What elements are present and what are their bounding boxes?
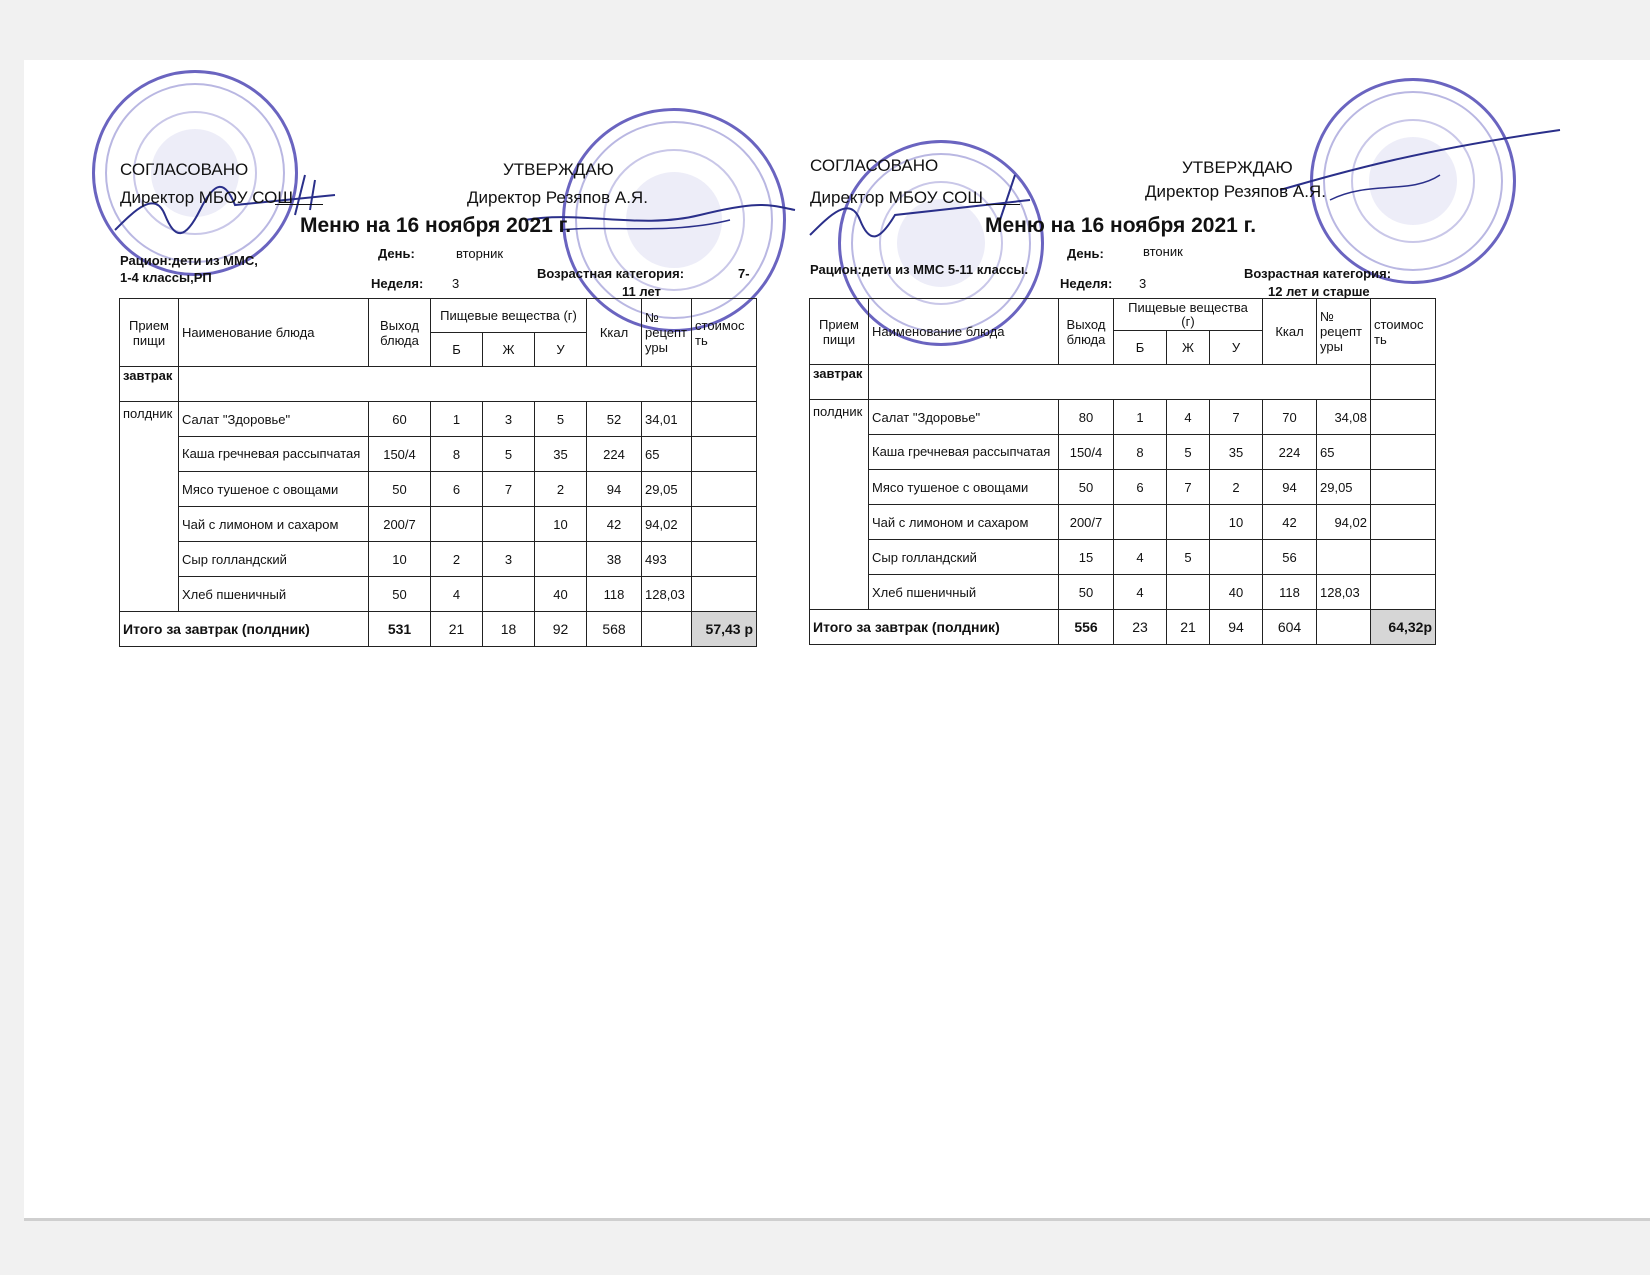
meal-breakfast: завтрак bbox=[120, 367, 179, 402]
meal-snack: полдник bbox=[120, 402, 179, 612]
table-row: Чай с лимоном и сахаром 200/7 10 42 94,02 bbox=[120, 507, 757, 542]
header-nutrients: Пищевые вещества (г) bbox=[1114, 299, 1263, 331]
week-value: 3 bbox=[452, 276, 460, 291]
day-label: День: bbox=[1067, 246, 1104, 261]
header-dish: Наименование блюда bbox=[869, 299, 1059, 365]
agreed-director: Директор МБОУ СОШ bbox=[120, 188, 293, 207]
signature bbox=[800, 170, 1060, 250]
header-yield: Выход блюда bbox=[1059, 299, 1114, 365]
week-value: 3 bbox=[1139, 276, 1147, 291]
meal-breakfast: завтрак bbox=[810, 365, 869, 400]
table-row: Хлеб пшеничный 50 4 40 118 128,03 bbox=[810, 575, 1436, 610]
day-value: вторник bbox=[456, 246, 504, 261]
table-row: Каша гречневая рассыпчатая 150/4 8 5 35 224 65 bbox=[120, 437, 757, 472]
approve-director: Директор Резяпов А.Я. bbox=[1145, 182, 1326, 201]
table-row: Мясо тушеное с овощами 50 6 7 2 94 29,05 bbox=[810, 470, 1436, 505]
agreed-director: Директор МБОУ СОШ bbox=[810, 188, 983, 207]
age-value-a: 7- bbox=[738, 266, 750, 281]
page-edge bbox=[24, 1218, 1650, 1221]
signature-underline bbox=[275, 204, 323, 205]
total-cost: 64,32р bbox=[1371, 610, 1436, 645]
header-u: У bbox=[1210, 331, 1263, 365]
page-title: Меню на 16 ноября 2021 г. bbox=[985, 214, 1257, 237]
header-recipe: № рецепт уры bbox=[1317, 299, 1371, 365]
meal-snack: полдник bbox=[810, 400, 869, 610]
table-row: полдник Салат "Здоровье" 80 1 4 7 70 34,08 bbox=[810, 400, 1436, 435]
table-row: Мясо тушеное с овощами 50 6 7 2 94 29,05 bbox=[120, 472, 757, 507]
ration-line1: Рацион:дети из ММС 5-11 классы. bbox=[810, 262, 1029, 277]
table-row: Чай с лимоном и сахаром 200/7 10 42 94,02 bbox=[810, 505, 1436, 540]
header-cost: стоимос ть bbox=[1371, 299, 1436, 365]
header-recipe: № рецепт уры bbox=[642, 299, 692, 367]
day-label: День: bbox=[378, 246, 415, 261]
header-b: Б bbox=[1114, 331, 1167, 365]
total-cost: 57,43 р bbox=[692, 612, 757, 647]
approve-label: УТВЕРЖДАЮ bbox=[503, 160, 614, 179]
week-label: Неделя: bbox=[371, 276, 424, 291]
header-dish: Наименование блюда bbox=[179, 299, 369, 367]
age-label: Возрастная категория: bbox=[1244, 266, 1392, 281]
header-meal: Прием пищи bbox=[120, 299, 179, 367]
table-row: Хлеб пшеничный 50 4 40 118 128,03 bbox=[120, 577, 757, 612]
table-row: полдник Салат "Здоровье" 60 1 3 5 52 34,01 bbox=[120, 402, 757, 437]
agreed-label: СОГЛАСОВАНО bbox=[120, 160, 249, 179]
ration-line1: Рацион:дети из ММС, bbox=[120, 253, 258, 268]
header-zh: Ж bbox=[483, 333, 535, 367]
header-zh: Ж bbox=[1167, 331, 1210, 365]
approve-label: УТВЕРЖДАЮ bbox=[1182, 158, 1293, 177]
age-label: Возрастная категория: bbox=[537, 266, 685, 281]
ration-line2: 1-4 классы,РП bbox=[120, 270, 212, 285]
menu-table bbox=[119, 298, 757, 647]
signature bbox=[105, 170, 365, 250]
total-row: Итого за завтрак (полдник) 531 21 18 92 568 57,43 р bbox=[120, 612, 757, 647]
table-row: Сыр голландский 10 2 3 38 493 bbox=[120, 542, 757, 577]
menu-table bbox=[809, 298, 1436, 645]
header-kcal: Ккал bbox=[587, 299, 642, 367]
week-label: Неделя: bbox=[1060, 276, 1113, 291]
header-u: У bbox=[535, 333, 587, 367]
age-value: 12 лет и старше bbox=[1268, 284, 1370, 299]
header-yield: Выход блюда bbox=[369, 299, 431, 367]
agreed-label: СОГЛАСОВАНО bbox=[810, 156, 939, 175]
total-row: Итого за завтрак (полдник) 556 23 21 94 604 64,32р bbox=[810, 610, 1436, 645]
header-kcal: Ккал bbox=[1263, 299, 1317, 365]
signature-underline bbox=[986, 204, 1020, 205]
age-value-b: 11 лет bbox=[622, 284, 661, 299]
header-cost: стоимос ть bbox=[692, 299, 757, 367]
header-meal: Прием пищи bbox=[810, 299, 869, 365]
day-value: втоник bbox=[1143, 244, 1183, 259]
approve-director: Директор Резяпов А.Я. bbox=[467, 188, 648, 207]
page-title: Меню на 16 ноября 2021 г. bbox=[300, 214, 572, 237]
table-row: Сыр голландский 15 4 5 56 bbox=[810, 540, 1436, 575]
header-b: Б bbox=[431, 333, 483, 367]
header-nutrients: Пищевые вещества (г) bbox=[431, 299, 587, 333]
table-row: Каша гречневая рассыпчатая 150/4 8 5 35 224 65 bbox=[810, 435, 1436, 470]
